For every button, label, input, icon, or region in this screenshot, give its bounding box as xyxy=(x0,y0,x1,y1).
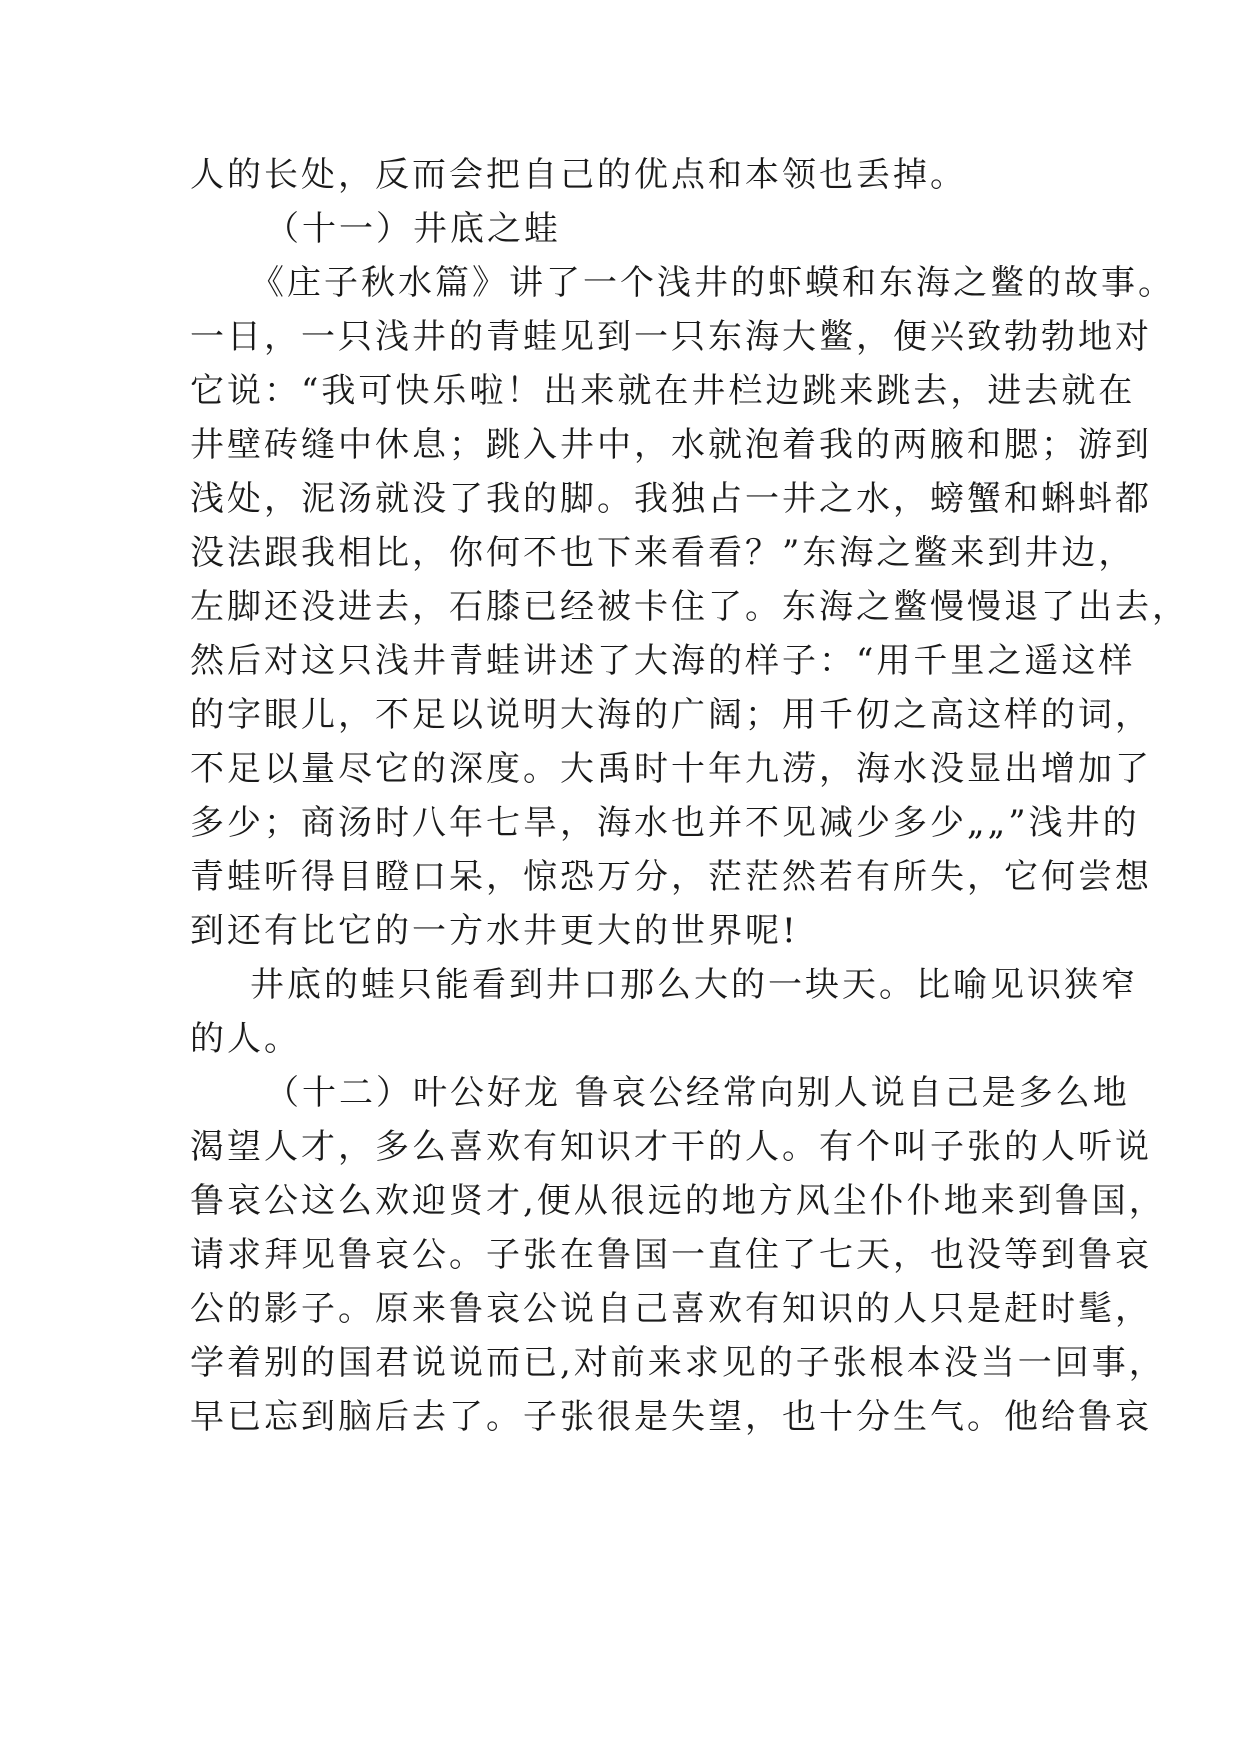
text-line: 请求拜见鲁哀公。子张在鲁国一直住了七天，也没等到鲁哀 xyxy=(190,1235,1152,1275)
section-heading: （十一）井底之蛙 xyxy=(265,209,561,249)
text-line: 没法跟我相比，你何不也下来看看？”东海之鳖来到井边， xyxy=(190,533,1136,573)
text-line: 早已忘到脑后去了。子张很是失望，也十分生气。他给鲁哀 xyxy=(190,1397,1152,1437)
text-line: 左脚还没进去，石膝已经被卡住了。东海之鳖慢慢退了出去， xyxy=(190,587,1189,627)
text-line: 青蛙听得目瞪口呆，惊恐万分，茫茫然若有所失，它何尝想 xyxy=(190,857,1152,897)
text-line: 浅处，泥汤就没了我的脚。我独占一井之水，螃蟹和蝌蚪都 xyxy=(190,479,1152,519)
text-line: 鲁哀公这么欢迎贤才,便从很远的地方风尘仆仆地来到鲁国， xyxy=(190,1181,1166,1221)
text-line: 井壁砖缝中休息；跳入井中，水就泡着我的两腋和腮；游到 xyxy=(190,425,1152,465)
text-line: 井底的蛙只能看到井口那么大的一块天。比喻见识狭窄 xyxy=(250,965,1138,1005)
text-line: 人的长处，反而会把自己的优点和本领也丢掉。 xyxy=(190,155,967,195)
text-line: 学着别的国君说说而已,对前来求见的子张根本没当一回事， xyxy=(190,1343,1166,1383)
text-line: 多少；商汤时八年七旱，海水也并不见减少多少„„”浅井的 xyxy=(190,803,1140,843)
text-line: 不足以量尽它的深度。大禹时十年九涝，海水没显出增加了 xyxy=(190,749,1152,789)
text-line: 到还有比它的一方水井更大的世界呢! xyxy=(190,911,799,951)
text-line: 渴望人才，多么喜欢有知识才干的人。有个叫子张的人听说 xyxy=(190,1127,1152,1167)
text-line: 它说：“我可快乐啦！出来就在井栏边跳来跳去，进去就在 xyxy=(190,371,1136,411)
text-line: 公的影子。原来鲁哀公说自己喜欢有知识的人只是赶时髦， xyxy=(190,1289,1152,1329)
text-line: 的人。 xyxy=(190,1019,301,1059)
text-line: 的字眼儿，不足以说明大海的广阔；用千仞之高这样的词， xyxy=(190,695,1152,735)
text-line: 《庄子秋水篇》讲了一个浅井的虾蟆和东海之鳖的故事。 xyxy=(250,263,1175,303)
text-line: 然后对这只浅井青蛙讲述了大海的样子：“用千里之遥这样 xyxy=(190,641,1136,681)
text-line: 一日，一只浅井的青蛙见到一只东海大鳖，便兴致勃勃地对 xyxy=(190,317,1152,357)
section-heading: （十二）叶公好龙 鲁哀公经常向别人说自己是多么地 xyxy=(265,1073,1130,1113)
